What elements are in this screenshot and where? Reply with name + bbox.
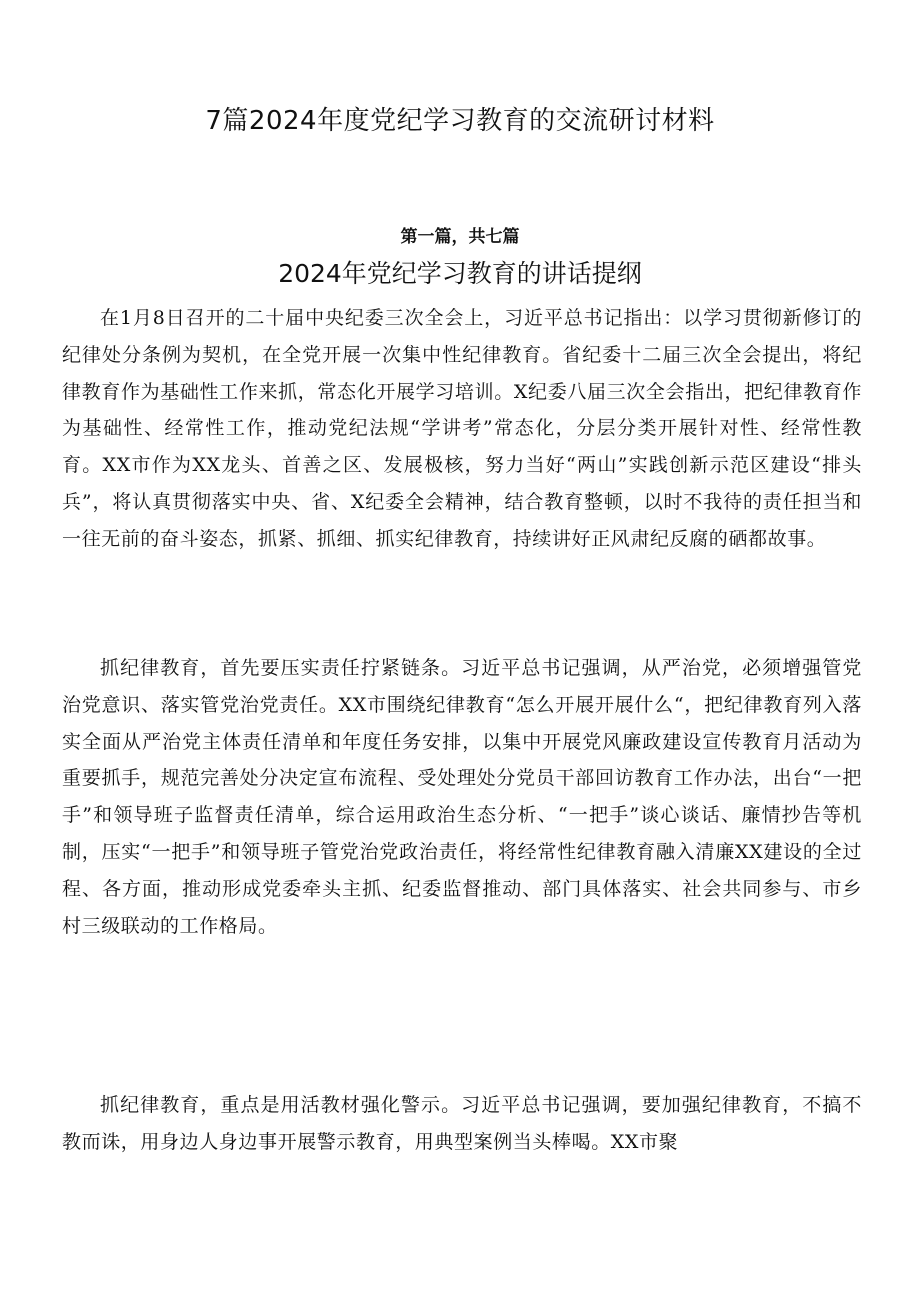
document-title: 7篇2024年度党纪学习教育的交流研讨材料 [205, 106, 715, 136]
body-paragraph-2: 抓纪律教育，首先要压实责任拧紧链条。习近平总书记强调，从严治党，必须增强管党治党意识、落实管党治党责任。XX市围绕纪律教育“怎么开展开展什么“，把纪律教育列入落实全面从严治党主体责任清单和年度任务安排，以集中开展党风廉政建设宣传教育月活动为重要抓手，规范完善处分决定宣布流程、受处理处分党员干部回访教育工作办法，出台“一把手”和领导班子监督责任清单，综合运用政治生态分析、“一把手”谈心谈话、廉情抄告等机制，压实“一把手”和领导班子管党治党政治责任，将经常性纪律教育融入清廉XX建设的全过程、各方面，推动形成党委牵头主抓、纪委监督推动、部门具体落实、社会共同参与、市乡村三级联动的工作格局。 [62, 657, 862, 937]
body-paragraph-3: 抓纪律教育，重点是用活教材强化警示。习近平总书记强调，要加强纪律教育，不搞不教而诛，用身边人身边事开展警示教育，用典型案例当头棒喝。XX市聚 [62, 1094, 862, 1153]
section-title: 2024年党纪学习教育的讲话提纲 [278, 259, 642, 288]
body-paragraph-1: 在1月8日召开的二十届中央纪委三次全会上，习近平总书记指出：以学习贯彻新修订的纪律处分条例为契机，在全党开展一次集中性纪律教育。省纪委十二届三次全会提出，将纪律教育作为基础性工作来抓，常态化开展学习培训。X纪委八届三次全会指出，把纪律教育作为基础性、经常性工作，推动党纪法规“学讲考”常态化，分层分类开展针对性、经常性教育。XX市作为XX龙头、首善之区、发展极核，努力当好“两山”实践创新示范区建设“排头兵”，将认真贯彻落实中央、省、X纪委全会精神，结合教育整顿，以时不我待的责任担当和一往无前的奋斗姿态，抓紧、抓细、抓实纪律教育，持续讲好正风肃纪反腐的硒都故事。 [62, 307, 862, 550]
part-label: 第一篇，共七篇 [400, 227, 520, 247]
